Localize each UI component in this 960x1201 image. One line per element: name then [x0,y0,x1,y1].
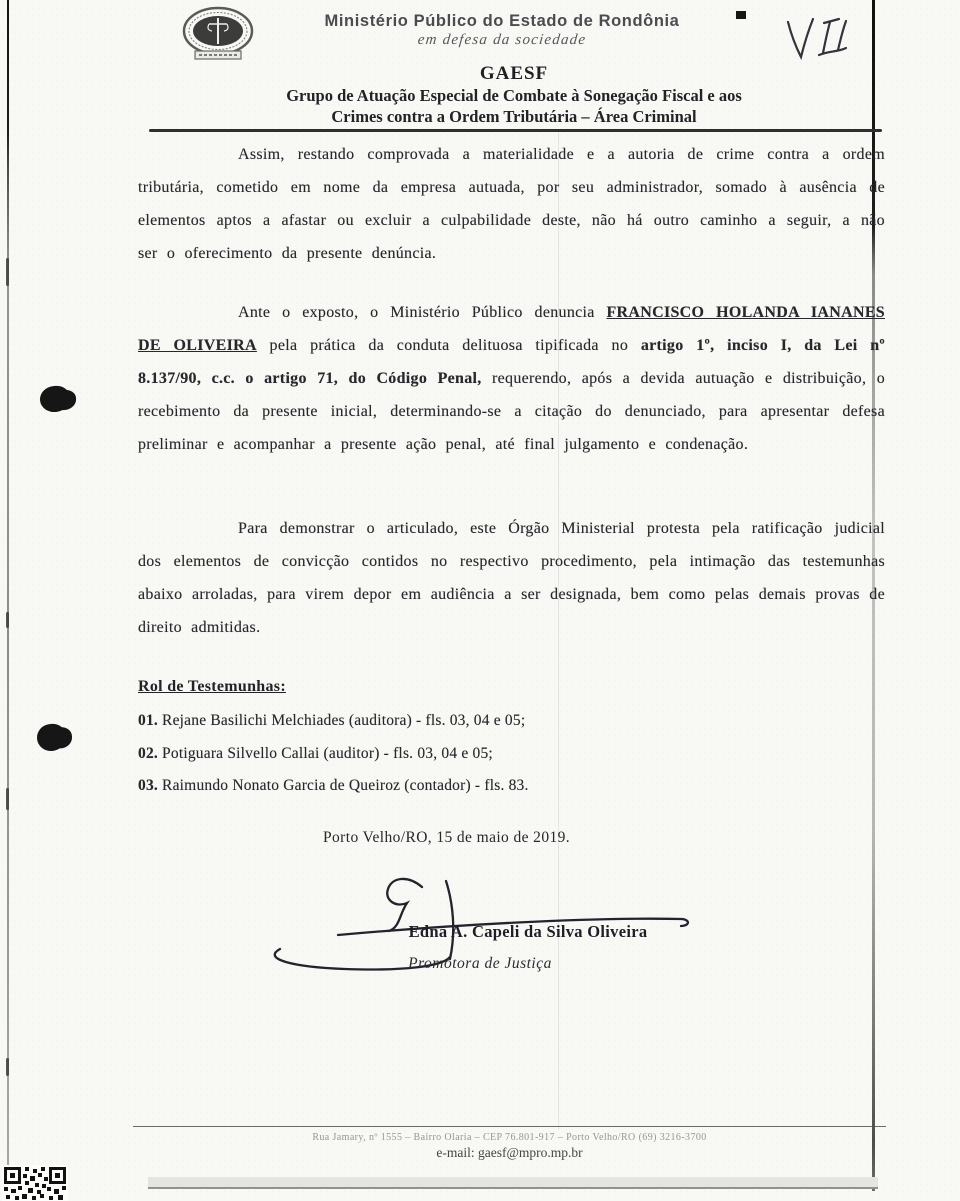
scan-bottom-edge [148,1177,878,1189]
defendant-name: FRANCISCO HOLANDA IANANES DE OLIVEIRA [138,304,885,354]
org-name: Ministério Público do Estado de Rondônia [324,12,680,30]
seal-icon [182,6,256,62]
scan-left-edge-mark [6,258,9,286]
legal-citation: artigo 1º, inciso I, da Lei nº 8.137/90, c.c. o artigo 71, do Código Penal, [138,337,886,387]
witness-item [138,745,493,763]
witness-text: Rejane Basilichi Melchiades (auditora) - fls. 03, 04 e 05; [157,712,526,729]
footer-email: e-mail: gaesf@mpro.mp.br [436,1145,583,1160]
witness-text: Potiguara Silvello Callai (auditor) - fls. 03, 04 e 05; [157,745,493,762]
witness-number: 02. [138,745,158,762]
dateline: Porto Velho/RO, 15 de maio de 2019. [323,829,571,846]
footer-rule [133,1126,886,1127]
qr-code [2,1165,68,1201]
paragraph-denuncia-post: requerendo, após a devida autuação e distribuição, o recebimento da presente inicial, determinando-se a citação do denunciado, para apresentar defesa preliminar e acompanhar a presente ação penal, até final julgamento e condenação. [138,370,885,453]
witness-text: Raimundo Nonato Garcia de Queiroz (contador) - fls. 83. [157,777,529,794]
hole-punch-top [39,385,72,414]
handwriting-icon [782,13,874,69]
hole-punch-bottom [36,723,67,752]
paragraph-denuncia [138,296,885,461]
qr-code-icon [2,1165,68,1201]
unit-name-line2: Crimes contra a Ordem Tributária – Área Criminal [331,107,697,126]
org-tagline: em defesa da sociedade [416,32,588,48]
paragraph-materialidade: Assim, restando comprovada a materialidade e a autoria de crime contra a ordem tributária, cometido em nome da empresa autuada, por seu administrador, somado à ausência de elementos aptos a afastar ou excluir a culpabilidade deste, não há outro caminho a seguir, a não ser o oferecimento da presente denúncia. [138,146,885,262]
signer-name: Edna A. Capeli da Silva Oliveira [408,922,648,941]
scan-left-edge-mark [6,1058,9,1076]
footer-address: Rua Jamary, nº 1555 – Bairro Olaria – CEP 76.801-917 – Porto Velho/RO (69) 3216-3700 [312,1132,707,1143]
witness-number: 01. [138,712,158,729]
paragraph-denuncia-mid: pela prática da conduta delituosa tipificada no [256,337,641,354]
witness-item [138,712,525,730]
letterhead [264,12,740,49]
scan-left-edge-mark [6,612,9,628]
witness-number: 03. [138,777,158,794]
paragraph-denuncia-pre: Ante o exposto, o Ministério Público denuncia [238,304,607,321]
scan-left-edge [7,0,9,1201]
unit-name-line1: Grupo de Atuação Especial de Combate à Sonegação Fiscal e aos [286,86,742,105]
ministry-seal-logo [182,6,256,67]
unit-acronym: GAESF [479,63,549,84]
paragraph-provas: Para demonstrar o articulado, este Órgão Ministerial protesta pela ratificação judicial dos elementos de convicção contidos no respectivo procedimento, pela intimação das testemunhas abaixo arroladas, para virem depor em audiência a ser designada, bem como pelas demais provas de direito admitidas. [138,520,885,636]
scan-left-edge-mark [6,788,9,810]
unit-header [145,63,883,127]
header-rule [149,129,882,132]
signer-role: Promotora de Justiça [408,955,552,972]
witnesses-heading: Rol de Testemunhas: [138,678,286,695]
witness-item [138,777,529,795]
